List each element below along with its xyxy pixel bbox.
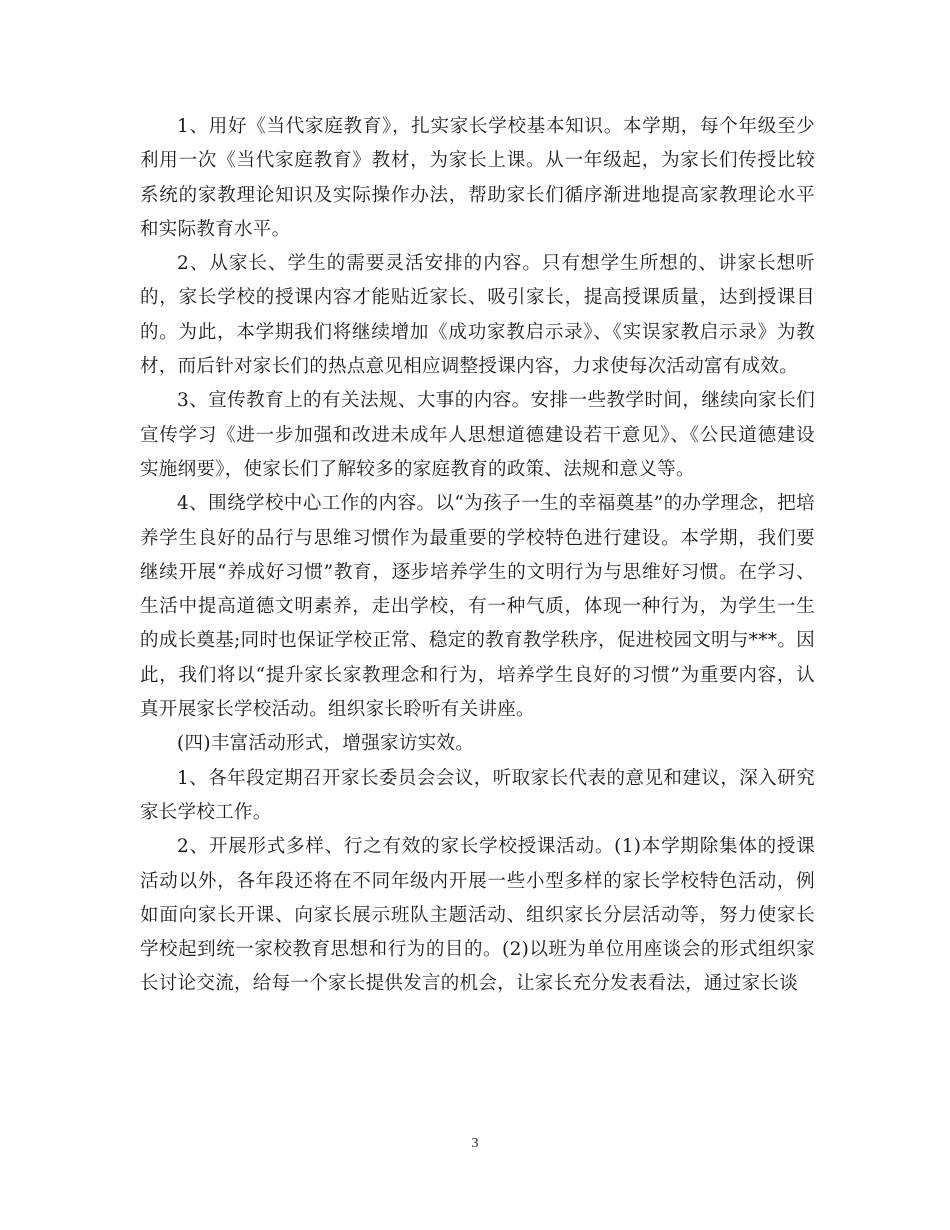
paragraph-5: 1、各年段定期召开家长委员会会议，听取家长代表的意见和建议，深入研究家长学校工作。 [140,767,815,823]
page-number: 3 [471,1136,479,1151]
paragraph-1: 1、用好《当代家庭教育》，扎实家长学校基本知识。本学期，每个年级至少利用一次《当代家庭教育》教材，为家长上课。从一年级起，为家长们传授比较系统的家教理论知识及实际操作办法，帮助家长们循序渐进地提高家教理论水平和实际教育水平。 [140,116,815,240]
paragraph-4: 4、围绕学校中心工作的内容。以“为孩子一生的幸福奠基”的办学理念，把培养学生良好的品行与思维习惯作为最重要的学校特色进行建设。本学期，我们要继续开展“养成好习惯”教育，逐步培养学生的文明行为与思维好习惯。在学习、生活中提高道德文明素养，走出学校，有一种气质，体现一种行为，为学生一生的成长奠基;同时也保证学校正常、稳定的教育教学秩序，促进校园文明与***。因此，我们将以“提升家长家教理念和行为，培养学生良好的习惯”为重要内容，认真开展家长学校活动。组织家长聆听有关讲座。 [140,493,815,721]
document-body [140,110,815,1002]
paragraph-6: 2、开展形式多样、行之有效的家长学校授课活动。(1)本学期除集体的授课活动以外，各年段还将在不同年级内开展一些小型多样的家长学校特色活动，例如面向家长开课、向家长展示班队主题活动、组织家长分层活动等，努力使家长学校起到统一家校教育思想和行为的目的。(2)以班为单位用座谈会的形式组织家长讨论交流，给每一个家长提供发言的机会，让家长充分发表看法，通过家长谈 [140,836,815,995]
paragraph-2: 2、从家长、学生的需要灵活安排的内容。只有想学生所想的、讲家长想听的，家长学校的授课内容才能贴近家长、吸引家长，提高授课质量，达到授课目的。为此，本学期我们将继续增加《成功家教启示录》、《实误家教启示录》为教材，而后针对家长们的热点意见相应调整授课内容，力求使每次活动富有成效。 [140,253,815,378]
section-heading: (四)丰富活动形式，增强家访实效。 [177,733,475,755]
paragraph-3: 3、宣传教育上的有关法规、大事的内容。安排一些教学时间，继续向家长们宣传学习《进一步加强和改进未成年人思想道德建设若干意见》、《公民道德建设实施纲要》，使家长们了解较多的家庭教育的政策、法规和意义等。 [140,390,815,480]
